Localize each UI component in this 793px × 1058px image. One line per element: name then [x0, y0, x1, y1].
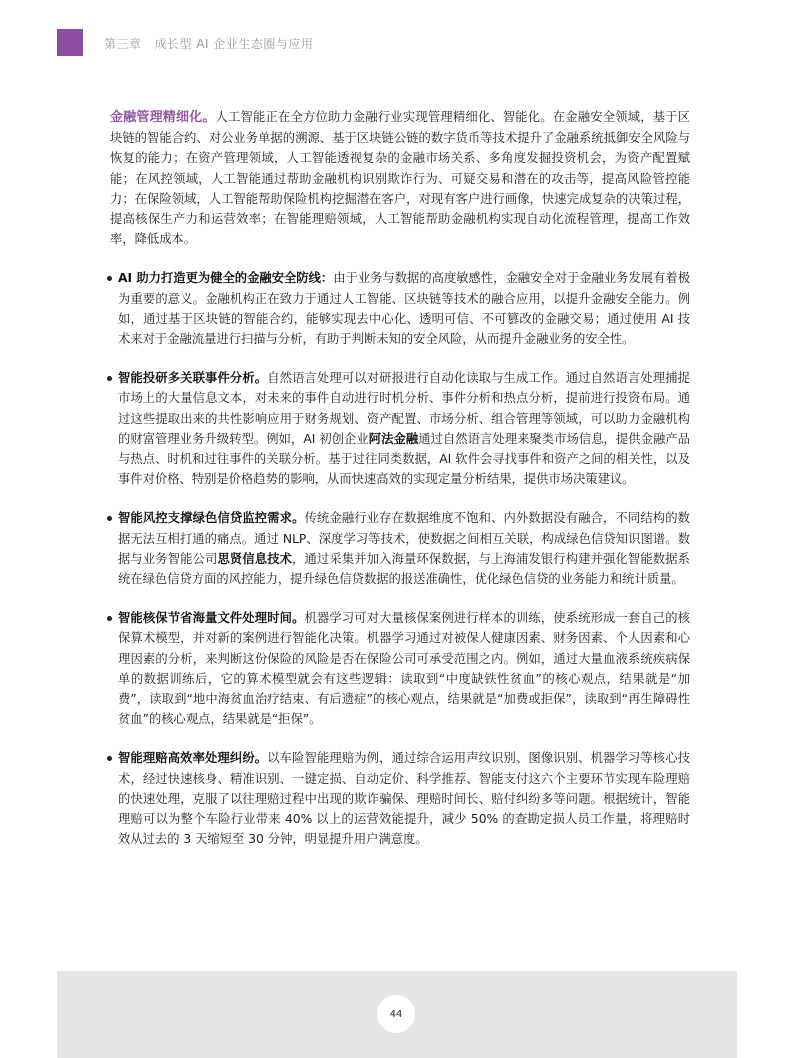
- bullet-lead: 智能核保节省海量文件处理时间。: [118, 611, 305, 626]
- intro-paragraph: [110, 107, 690, 249]
- bullet-dot-icon: [107, 616, 112, 621]
- bullet-item-security: [110, 268, 690, 349]
- bullet-lead: 智能风控支撑绿色信贷监控需求。: [118, 511, 305, 526]
- bullet-item-claims: [110, 748, 690, 849]
- company-name: 阿法金融: [368, 431, 419, 446]
- bullet-item-underwriting: [110, 608, 690, 729]
- bullet-text: 自然语言处理可以对研报进行自动化读取与生成工作。通过自然语言处理捕捉市场上的大量信息文本，对未来的事件自动进行时机分析、事件分析和热点分析，提前进行投资布局。通过这些提取出来的共性影响应用于财务规划、资产配置、市场分析、组合管理等领域，可以助力金融机构的财富管理业务升级转型。例如，AI 初创企业: [118, 371, 690, 446]
- bullet-dot-icon: [107, 276, 112, 281]
- chapter-title: 成长型 AI 企业生态圈与应用: [154, 37, 314, 51]
- bullet-item-risk-control: [110, 508, 690, 589]
- chapter-label: 第三章: [104, 37, 142, 51]
- bullet-lead: 智能投研多关联事件分析。: [118, 371, 268, 386]
- bullet-text: 由于业务与数据的高度敏感性，金融安全对于金融业务发展有着极为重要的意义。金融机构正在致力于通过人工智能、区块链等技术的融合应用，以提升金融安全能力。例如，通过基于区块链的智能合约，能够实现去中心化、透明可信、不可篡改的金融交易；通过使用 AI 技术来对于金融流量进行扫描与分析，有助于判断未知的安全风险，从而提升金融业务的安全性。: [118, 271, 690, 347]
- page-number: 44: [377, 995, 415, 1033]
- bullet-lead: AI 助力打造更为健全的金融安全防线：: [118, 271, 334, 286]
- bullet-item-research: [110, 368, 690, 489]
- intro-text: 人工智能正在全方位助力金融行业实现管理精细化、智能化。在金融安全领域，基于区块链的智能合约、对公业务单据的溯源、基于区块链公链的数字货币等技术提升了金融系统抵御安全风险与恢复的能力；在资产管理领域，人工智能透视复杂的金融市场关系、多角度发掘投资机会，为资产配置赋能；在风控领域，人工智能通过帮助金融机构识别欺诈行为、可疑交易和潜在的攻击等，提高风险管控能力；在保险领域，人工智能帮助保险机构挖掘潜在客户，对现有客户进行画像，快速完成复杂的决策过程，提高核保生产力和运营效率；在智能理赔领域，人工智能帮助金融机构实现自动化流程管理，提高工作效率，降低成本。: [110, 110, 690, 247]
- page-footer: [57, 971, 737, 1058]
- bullet-dot-icon: [107, 376, 112, 381]
- bullet-dot-icon: [107, 516, 112, 521]
- bullet-text: 传统金融行业存在数据维度不饱和、内外数据没有融合，不同结构的数据无法互相打通的痛点。通过 NLP、深度学习等技术，使数据之间相互关联，构成绿色信贷知识图谱。数据与业务智能公司: [118, 511, 690, 566]
- main-content: [110, 107, 690, 869]
- bullet-text-continued: ，通过采集并加入海量环保数据，与上海浦发银行构建并强化智能数据系统在绿色信贷方面的风控能力，提升绿色信贷数据的报送准确性，优化绿色信贷的业务能力和统计质量。: [118, 551, 690, 587]
- intro-lead: 金融管理精细化。: [110, 110, 216, 125]
- running-header: [104, 35, 313, 52]
- bullet-text: 以车险智能理赔为例，通过综合运用声纹识别、图像识别、机器学习等核心技术，经过快速核身、精准识别、一键定损、自动定价、科学推荐、智能支付这六个主要环节实现车险理赔的快速处理，克服了以往理赔过程中出现的欺诈骗保、理赔时间长、赔付纠纷多等问题。根据统计，智能理赔可以为整个车险行业带来 40% 以上的运营效能提升，减少 50% 的查勘定损人员工作量，将理赔时效从过去的 3 天缩短至 30 分钟，明显提升用户满意度。: [118, 751, 690, 847]
- bullet-lead: 智能理赔高效率处理纠纷。: [118, 751, 268, 766]
- bullet-text: 机器学习可对大量核保案例进行样本的训练，使系统形成一套自己的核保算术模型，并对新的案例进行智能化决策。机器学习通过对被保人健康因素、财务因素、个人因素和心理因素的分析，来判断这份保险的风险是否在保险公司可承受范围之内。例如，通过大量血液系统疾病保单的数据训练后，它的算术模型就会有这些逻辑：读取到“中度缺铁性贫血”的核心观点，结果就是“加费”，读取到“地中海贫血治疗结束、有后遗症”的核心观点，结果就是“加费或拒保”，读取到“再生障碍性贫血”的核心观点，结果就是“拒保”。: [118, 611, 690, 727]
- chapter-color-marker: [57, 29, 83, 56]
- company-name: 思贤信息技术: [217, 551, 293, 566]
- bullet-text-continued: 通过自然语言处理来聚类市场信息，提供金融产品与热点、时机和过往事件的关联分析。基于过往同类数据，AI 软件会寻找事件和资产之间的相关性，以及事件对价格、特别是价格趋势的影响，从而快速高效的实现定量分析结果，提供市场决策建议。: [118, 431, 690, 487]
- bullet-dot-icon: [107, 756, 112, 761]
